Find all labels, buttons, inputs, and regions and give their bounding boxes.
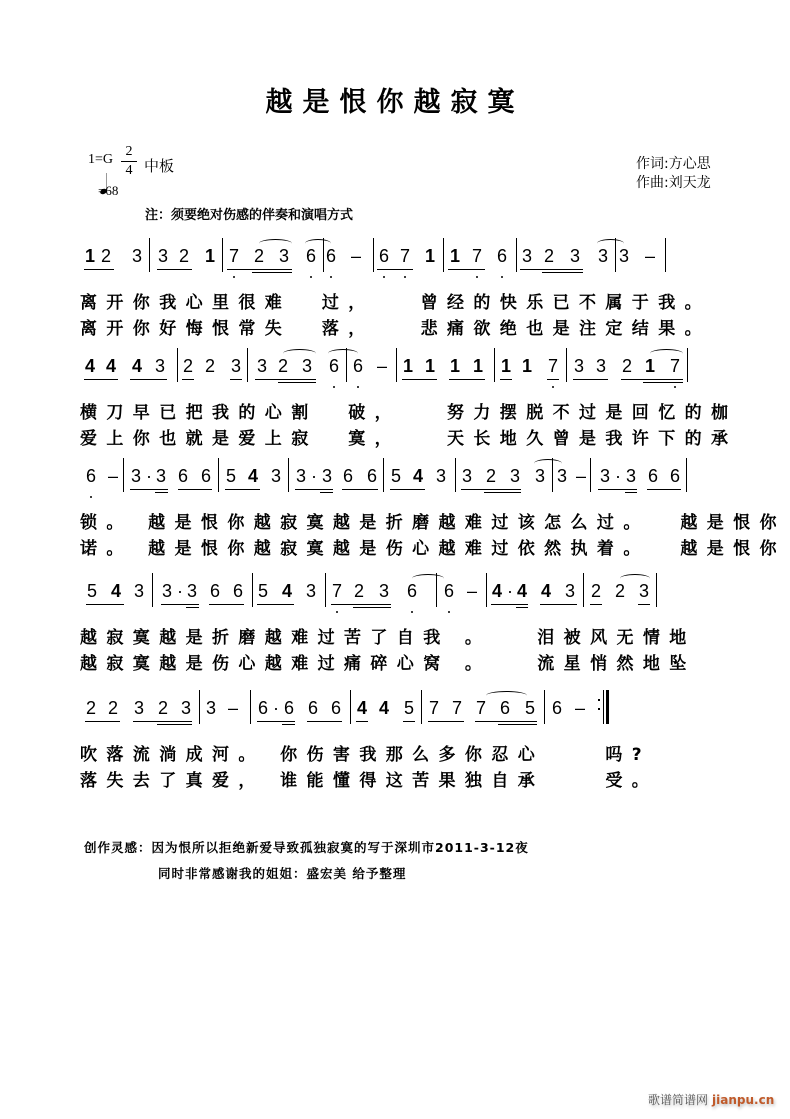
beam-underline	[356, 721, 368, 722]
tie-slur	[412, 574, 444, 583]
note: 4	[412, 466, 424, 486]
note: 1	[424, 246, 436, 266]
note: 4	[540, 581, 552, 601]
dash-extension: –	[575, 466, 587, 486]
note: 3	[230, 356, 242, 376]
song-title: 越是恨你越寂寞	[265, 87, 525, 118]
beam-underline	[130, 489, 168, 490]
octave-dot-below	[330, 276, 332, 278]
note: 2	[178, 246, 190, 266]
note: 3	[435, 466, 447, 486]
note: 3	[564, 581, 576, 601]
note: 3	[154, 356, 166, 376]
note: 1	[472, 356, 484, 376]
barline	[149, 238, 150, 272]
note: 6	[325, 246, 337, 266]
barline	[590, 458, 591, 492]
barline	[687, 348, 688, 382]
barline	[443, 238, 444, 272]
beam-underline	[475, 721, 537, 722]
octave-dot-below	[674, 386, 676, 388]
note: 4	[516, 581, 528, 601]
beam-underline	[257, 721, 295, 722]
barline	[252, 573, 253, 607]
note: 6	[499, 698, 511, 718]
beam-underline	[647, 489, 681, 490]
note: 6	[551, 698, 563, 718]
octave-dot-below	[333, 386, 335, 388]
beam-underline	[157, 724, 192, 725]
lyrics-verse-1: 横刀早已把我的心割 破， 努力摆脱不过是回忆的枷	[80, 403, 738, 423]
note: 3	[461, 466, 473, 486]
beam-underline	[547, 379, 559, 380]
lyrics-verse-1: 越寂寞越是折磨越难过苦了自我 。 泪被风无情地	[80, 628, 696, 648]
note: 3	[618, 246, 630, 266]
dash-extension: –	[350, 246, 362, 266]
barline	[665, 238, 666, 272]
note: 3	[155, 466, 167, 486]
beam-underline	[182, 379, 194, 380]
beam-underline	[130, 379, 167, 380]
beam-underline	[498, 724, 537, 725]
dotted-note: ·	[311, 466, 317, 486]
tempo-marking: 中板	[144, 157, 175, 175]
lyrics-verse-1: 锁。 越是恨你越寂寞越是折磨越难过该怎么过。 越是恨你	[80, 513, 786, 533]
inspiration-note: 创作灵感：因为恨所以拒绝新爱导致孤独寂寞的写于深圳市2011-3-12夜	[84, 840, 529, 855]
beam-underline	[209, 604, 244, 605]
barline	[455, 458, 456, 492]
note: 7	[399, 246, 411, 266]
note: 7	[669, 356, 681, 376]
lyrics-verse-2: 落失去了真爱， 谁能懂得这苦果独自承 受。	[80, 771, 659, 791]
tie-slur	[486, 691, 527, 700]
beam-underline	[178, 489, 212, 490]
note: 3	[133, 698, 145, 718]
beam-underline	[227, 269, 292, 270]
barline	[222, 238, 223, 272]
beam-underline	[295, 489, 333, 490]
beam-underline	[625, 492, 637, 493]
beam-underline	[428, 721, 464, 722]
beam-underline	[157, 269, 192, 270]
octave-dot-below	[310, 276, 312, 278]
octave-dot-below	[552, 386, 554, 388]
note: 3	[597, 246, 609, 266]
performance-note: 注：须要绝对伤感的伴奏和演唱方式	[145, 208, 354, 223]
beam-underline	[540, 604, 577, 605]
beam-underline	[573, 379, 608, 380]
beam-underline	[84, 269, 114, 270]
note: 6	[209, 581, 221, 601]
note: 3	[161, 581, 173, 601]
watermark-cn: 歌谱简谱网	[648, 1093, 709, 1107]
beam-underline	[255, 379, 316, 380]
beam-underline	[186, 607, 199, 608]
barline	[686, 458, 687, 492]
lyrics-verse-2: 爱上你也就是爱上寂 寞， 天长地久曾是我许下的承	[80, 429, 738, 449]
note: 3	[180, 698, 192, 718]
beam-underline	[542, 272, 583, 273]
note: 6	[328, 356, 340, 376]
dotted-note: ·	[273, 698, 279, 718]
note: 3	[256, 356, 268, 376]
note: 1	[449, 356, 461, 376]
barline	[152, 573, 153, 607]
note: 1	[204, 246, 216, 266]
barline	[350, 690, 351, 724]
tie-slur	[259, 239, 292, 248]
beam-underline	[516, 607, 528, 608]
note: 3	[569, 246, 581, 266]
note: 5	[390, 466, 402, 486]
note: 6	[378, 246, 390, 266]
barline	[494, 348, 495, 382]
note: 1	[449, 246, 461, 266]
note: 2	[590, 581, 602, 601]
note: 4	[131, 356, 143, 376]
key-signature: 1=G	[88, 152, 114, 167]
note: 2	[277, 356, 289, 376]
note: 7	[331, 581, 343, 601]
octave-dot-below	[383, 276, 385, 278]
note: 5	[86, 581, 98, 601]
beam-underline	[390, 489, 425, 490]
barline	[373, 238, 374, 272]
beam-underline	[377, 269, 413, 270]
note: 6	[283, 698, 295, 718]
barline	[544, 690, 545, 724]
octave-dot-below	[233, 276, 235, 278]
tie-slur	[305, 239, 331, 248]
note: 3	[378, 581, 390, 601]
note: 5	[257, 581, 269, 601]
note: 2	[157, 698, 169, 718]
note: 2	[485, 466, 497, 486]
tie-slur	[534, 459, 562, 468]
note: 7	[471, 246, 483, 266]
note: 7	[228, 246, 240, 266]
note: 6	[669, 466, 681, 486]
note: 3	[130, 466, 142, 486]
tempo-bpm: =68	[98, 183, 119, 198]
barline	[288, 458, 289, 492]
beam-underline	[520, 269, 583, 270]
thanks-note: 同时非常感谢我的姐姐：盛宏美 给予整理	[158, 866, 407, 881]
note: 6	[177, 466, 189, 486]
dotted-note: ·	[507, 581, 513, 601]
note: 3	[186, 581, 198, 601]
barline	[583, 573, 584, 607]
note: 7	[475, 698, 487, 718]
note: 5	[524, 698, 536, 718]
beam-underline	[278, 382, 316, 383]
beam-underline	[320, 492, 333, 493]
note: 3	[131, 246, 143, 266]
note: 6	[330, 698, 342, 718]
note: 1	[424, 356, 436, 376]
note: 3	[509, 466, 521, 486]
tie-slur	[283, 349, 316, 358]
beam-underline	[257, 604, 294, 605]
note: 3	[305, 581, 317, 601]
octave-dot-below	[501, 276, 503, 278]
octave-dot-below	[336, 611, 338, 613]
note: 6	[352, 356, 364, 376]
barline	[486, 573, 487, 607]
note: 3	[556, 466, 568, 486]
note: 4	[378, 698, 390, 718]
note: 2	[543, 246, 555, 266]
dash-extension: –	[107, 466, 119, 486]
note: 1	[644, 356, 656, 376]
dash-extension: –	[227, 698, 239, 718]
beam-underline	[307, 721, 342, 722]
dotted-note: ·	[146, 466, 152, 486]
note: 3	[205, 698, 217, 718]
beam-underline	[342, 489, 378, 490]
lyrics-verse-1: 吹落流淌成河。 你伤害我那么多你忍心 吗?	[80, 745, 652, 765]
note: 2	[253, 246, 265, 266]
note: 6	[443, 581, 455, 601]
beam-underline	[230, 379, 242, 380]
octave-dot-below	[404, 276, 406, 278]
note: 7	[451, 698, 463, 718]
composer: 作曲:刘天龙	[636, 175, 711, 191]
note: 3	[321, 466, 333, 486]
octave-dot-below	[357, 386, 359, 388]
note: 2	[204, 356, 216, 376]
barline	[247, 348, 248, 382]
beam-underline	[461, 489, 521, 490]
note: 4	[356, 698, 368, 718]
lyrics-verse-2: 离开你好悔恨常失 落， 悲痛欲绝也是注定结果。	[80, 319, 711, 339]
octave-dot-below	[411, 611, 413, 613]
note: 3	[625, 466, 637, 486]
watermark	[648, 1091, 774, 1108]
barline	[396, 348, 397, 382]
barline	[218, 458, 219, 492]
note: 6	[342, 466, 354, 486]
lyricist: 作词:方心思	[636, 156, 711, 172]
note: 6	[232, 581, 244, 601]
beam-underline	[225, 489, 260, 490]
note: 3	[638, 581, 650, 601]
beam-underline	[331, 604, 391, 605]
note: 1	[84, 246, 96, 266]
time-sig-bottom: 4	[125, 163, 133, 178]
dotted-note: ·	[615, 466, 621, 486]
tie-slur	[650, 349, 683, 358]
note: 1	[402, 356, 414, 376]
beam-underline	[448, 269, 485, 270]
note: 3	[295, 466, 307, 486]
note: 6	[307, 698, 319, 718]
note: 7	[547, 356, 559, 376]
beam-underline	[643, 382, 683, 383]
beam-underline	[161, 604, 199, 605]
watermark-en: jianpu.cn	[712, 1093, 775, 1107]
beam-underline	[500, 379, 512, 380]
tie-slur	[328, 349, 358, 358]
note: 3	[301, 356, 313, 376]
dash-extension: –	[644, 246, 656, 266]
beam-underline	[598, 489, 637, 490]
note: 4	[281, 581, 293, 601]
beam-underline	[133, 721, 192, 722]
note: 1	[500, 356, 512, 376]
note: 3	[133, 581, 145, 601]
note: 6	[85, 466, 97, 486]
note: 6	[366, 466, 378, 486]
octave-dot-below	[448, 611, 450, 613]
note: 6	[305, 246, 317, 266]
credits	[636, 155, 711, 193]
barline	[325, 573, 326, 607]
note: 7	[428, 698, 440, 718]
note: 6	[200, 466, 212, 486]
note: 3	[270, 466, 282, 486]
note: 5	[403, 698, 415, 718]
beam-underline	[85, 721, 120, 722]
barline	[421, 690, 422, 724]
beam-underline	[155, 492, 168, 493]
beam-underline	[638, 604, 650, 605]
note: 2	[85, 698, 97, 718]
barline	[516, 238, 517, 272]
lyrics-verse-2: 越寂寞越是伤心越难过痛碎心窝 。 流星悄然地坠	[80, 654, 696, 674]
note: 3	[534, 466, 546, 486]
beam-underline	[484, 492, 521, 493]
barline	[250, 690, 251, 724]
tie-slur	[597, 239, 624, 248]
beam-underline	[590, 604, 602, 605]
beam-underline	[449, 379, 485, 380]
note: 3	[573, 356, 585, 376]
note: 3	[599, 466, 611, 486]
beam-underline	[84, 379, 118, 380]
note: 3	[157, 246, 169, 266]
beam-underline	[282, 724, 295, 725]
note: 5	[225, 466, 237, 486]
note: 4	[84, 356, 96, 376]
note: 4	[105, 356, 117, 376]
barline	[656, 573, 657, 607]
barline	[566, 348, 567, 382]
dash-extension: –	[466, 581, 478, 601]
beam-underline	[353, 607, 391, 608]
note: 2	[621, 356, 633, 376]
octave-dot-below	[476, 276, 478, 278]
barline	[123, 458, 124, 492]
beam-underline	[86, 604, 124, 605]
note: 6	[496, 246, 508, 266]
note: 4	[491, 581, 503, 601]
note: 2	[614, 581, 626, 601]
note: 1	[521, 356, 533, 376]
barline	[177, 348, 178, 382]
note: 6	[257, 698, 269, 718]
lyrics-verse-1: 离开你我心里很难 过， 曾经的快乐已不属于我。	[80, 293, 711, 313]
beam-underline	[402, 379, 437, 380]
note: 2	[353, 581, 365, 601]
barline	[199, 690, 200, 724]
beam-underline	[621, 379, 683, 380]
beam-underline	[491, 604, 528, 605]
note: 2	[100, 246, 112, 266]
dash-extension: –	[574, 698, 586, 718]
time-sig-divider	[121, 161, 137, 162]
note: 2	[107, 698, 119, 718]
note: 6	[406, 581, 418, 601]
lyrics-verse-2: 诺。 越是恨你越寂寞越是伤心越难过依然执着。 越是恨你	[80, 539, 786, 559]
beam-underline	[403, 721, 415, 722]
tie-slur	[620, 574, 650, 583]
note: 4	[247, 466, 259, 486]
octave-dot-below	[90, 496, 92, 498]
note: 4	[110, 581, 122, 601]
note: 3	[595, 356, 607, 376]
time-signature	[121, 144, 137, 179]
barline	[383, 458, 384, 492]
beam-underline	[252, 272, 292, 273]
dotted-note: ·	[177, 581, 183, 601]
note: 6	[647, 466, 659, 486]
note: 3	[521, 246, 533, 266]
dash-extension: –	[376, 356, 388, 376]
note: 2	[182, 356, 194, 376]
time-sig-top: 2	[125, 144, 133, 159]
note: 3	[278, 246, 290, 266]
